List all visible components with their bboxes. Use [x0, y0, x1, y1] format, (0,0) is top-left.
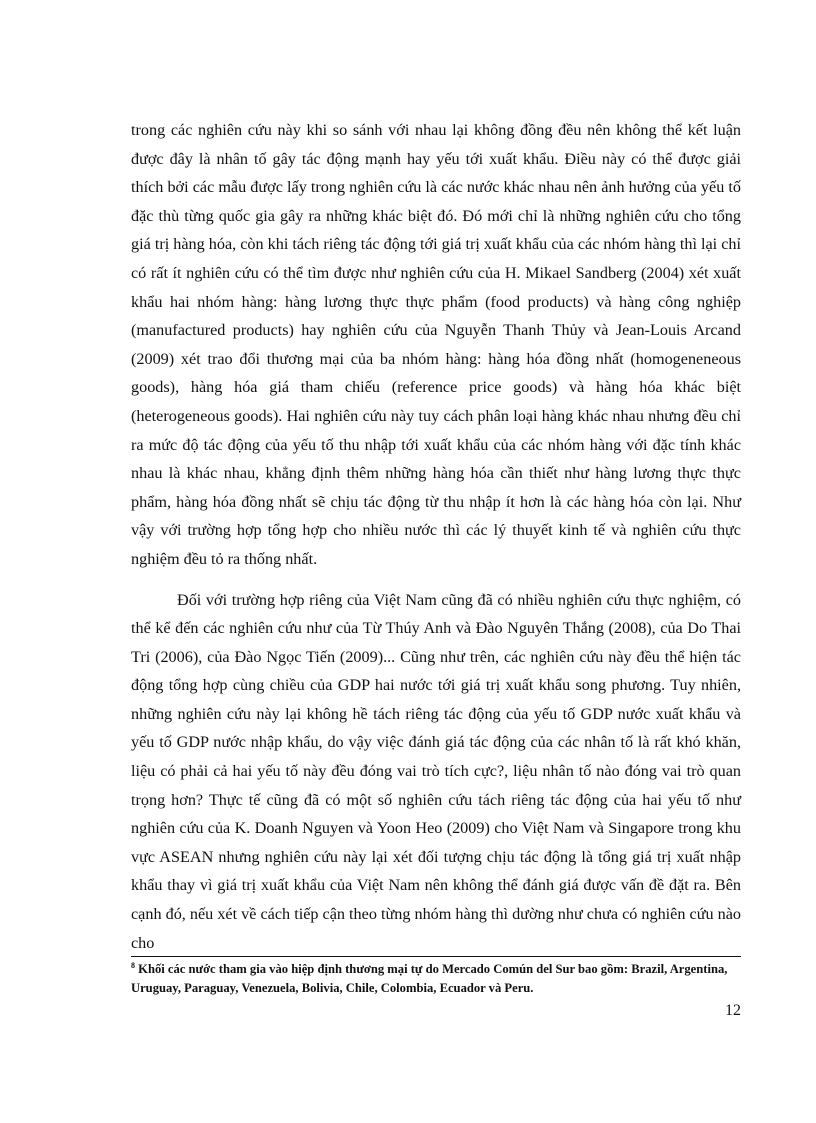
- paragraph-continued: trong các nghiên cứu này khi so sánh với nhau lại không đồng đều nên không thể kết luận được đây là nhân tố gây tác động mạnh hay yếu tới xuất khẩu. Điều này có thể được giải thích bởi các mẫu được lấy trong nghiên cứu là các nước khác nhau nên ảnh hưởng của yếu tố đặc thù từng quốc gia gây ra những khác biệt đó. Đó mới chỉ là những nghiên cứu cho tổng giá trị hàng hóa, còn khi tách riêng tác động tới giá trị xuất khẩu của các nhóm hàng thì lại chỉ có rất ít nghiên cứu có thể tìm được như nghiên cứu của H. Mikael Sandberg (2004) xét xuất khẩu hai nhóm hàng: hàng lương thực thực phẩm (food products) và hàng công nghiệp (manufactured products) hay nghiên cứu của Nguyễn Thanh Thủy và Jean-Louis Arcand (2009) xét trao đổi thương mại của ba nhóm hàng: hàng hóa đồng nhất (homogeneneous goods), hàng hóa giá tham chiếu (reference price goods) và hàng hóa khác biệt (heterogeneous goods). Hai nghiên cứu này tuy cách phân loại hàng khác nhau nhưng đều chỉ ra mức độ tác động của yếu tố thu nhập tới xuất khẩu của các nhóm hàng với đặc tính khác nhau là khác nhau, khẳng định thêm những hàng hóa cần thiết như hàng lương thực thực phẩm, hàng hóa đồng nhất sẽ chịu tác động từ thu nhập ít hơn là các hàng hóa còn lại. Như vậy với trường hợp tổng hợp cho nhiều nước thì các lý thuyết kinh tế và nghiên cứu thực nghiệm đều tỏ ra thống nhất.: [131, 121, 742, 568]
- footnote-separator: [131, 956, 741, 957]
- document-body: [131, 116, 741, 957]
- footnote-marker: 8: [131, 961, 135, 970]
- page-number: 12: [725, 1002, 741, 1019]
- footnote-text: Khối các nước tham gia vào hiệp định thương mại tự do Mercado Común del Sur bao gồm: Brazil, Argentina, Uruguay, Paraguay, Venezuela, Bolivia, Chile, Colombia, Ecuador và Peru.: [131, 962, 728, 995]
- footnote: [131, 960, 741, 998]
- paragraph-vietnam-studies: Đối với trường hợp riêng của Việt Nam cũng đã có nhiều nghiên cứu thực nghiệm, có thể kể đến các nghiên cứu như của Từ Thúy Anh và Đào Nguyên Thắng (2008), của Do Thai Tri (2006), của Đào Ngọc Tiến (2009)... Cũng như trên, các nghiên cứu này đều thể hiện tác động tổng hợp cùng chiều của GDP hai nước tới giá trị xuất khẩu song phương. Tuy nhiên, những nghiên cứu này lại không hề tách riêng tác động của yếu tố GDP nước xuất khẩu và yếu tố GDP nước nhập khẩu, do vậy việc đánh giá tác động của các nhân tố là rất khó khăn, liệu có phải cả hai yếu tố này đều đóng vai trò tích cực?, liệu nhân tố nào đóng vai trò quan trọng hơn? Thực tế cũng đã có một số nghiên cứu tách riêng tác động của hai yếu tố như nghiên cứu của K. Doanh Nguyen và Yoon Heo (2009) cho Việt Nam và Singapore trong khu vực ASEAN nhưng nghiên cứu này lại xét đối tượng chịu tác động là tổng giá trị xuất nhập khẩu thay vì giá trị xuất khẩu của Việt Nam nên không thể đánh giá được vấn đề đặt ra. Bên cạnh đó, nếu xét về cách tiếp cận theo từng nhóm hàng thì dường như chưa có nghiên cứu nào cho: [131, 590, 741, 952]
